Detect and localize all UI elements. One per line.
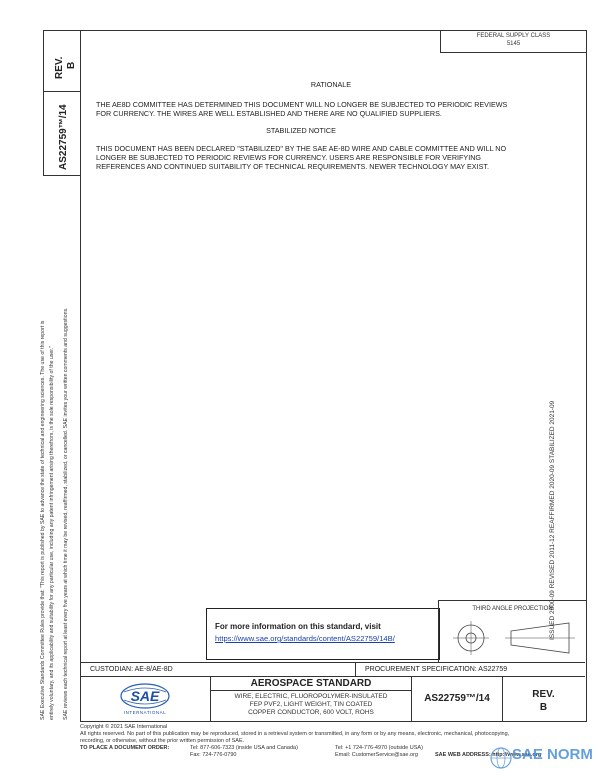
third-angle-projection [438, 600, 586, 663]
sae-logo-subtext: INTERNATIONAL [123, 710, 167, 715]
standard-link[interactable]: https://www.sae.org/standards/content/AS22759/14B/ [215, 634, 395, 643]
document-history: ISSUED 2000-09 REVISED 2011-12 REAFFIRMED 2020-09 STABILIZED 2021-09 [549, 400, 556, 640]
rev-cell [502, 677, 585, 721]
tel-us: Tel: 877-606-7323 (inside USA and Canada) [190, 745, 298, 751]
custodian-row [80, 662, 585, 677]
info-box [206, 608, 440, 660]
logo-cell [80, 677, 211, 721]
standard-title: AEROSPACE STANDARD [211, 677, 411, 691]
custodian-divider [355, 663, 356, 677]
doc-number-box-left [43, 90, 81, 176]
rev-box-left [43, 30, 81, 92]
stabilized-heading: STABILIZED NOTICE [266, 126, 336, 135]
fed-supply-line1: FEDERAL SUPPLY CLASS [476, 33, 551, 39]
projection-symbol-icon [449, 617, 579, 659]
federal-supply-class [440, 30, 586, 53]
sae-logo [120, 683, 170, 709]
rationale-heading: RATIONALE [310, 80, 352, 89]
title-desc-line3: COPPER CONDUCTOR, 600 VOLT, ROHS [248, 709, 374, 716]
projection-label: THIRD ANGLE PROJECTION [472, 606, 553, 612]
fed-supply-line2: 5145 [506, 41, 521, 47]
rights-line1: All rights reserved. No part of this publication may be reproduced, stored in a retrieval system or transmitted, in any form or by any means, electronic, mechanical, photocopying, [80, 731, 510, 737]
watermark-globe-icon [488, 746, 514, 770]
copyright: Copyright © 2021 SAE International [80, 724, 168, 730]
title-desc-line1: WIRE, ELECTRIC, FLUOROPOLYMER-INSULATED [234, 693, 388, 700]
fax: Fax: 724-776-0790 [190, 752, 237, 758]
title-cell [211, 677, 411, 721]
tel-intl: Tel: +1 724-776-4970 (outside USA) [335, 745, 423, 751]
side-legal-line1: SAE Executive Standards Committee Rules provide that: "This report is published by SAE to advance the state of technical and engineering sciences. The use of this report is [40, 320, 46, 720]
email: Email: CustomerService@sae.org [335, 752, 418, 758]
procurement-spec: PROCUREMENT SPECIFICATION: AS22759 [365, 666, 508, 673]
rev-value-left: B [66, 61, 77, 69]
rev-value-bottom: B [539, 702, 548, 713]
info-box-text: For more information on this standard, visit [215, 622, 381, 631]
rights-line2: recording, or otherwise, without the prior written permission of SAE. [80, 738, 245, 744]
web-address: SAE WEB ADDRESS: http://www.sae.org [435, 752, 542, 758]
title-block [80, 676, 585, 721]
side-legal-line2: entirely voluntary, and its applicability and suitability for any particular use, including any patent infringement arising therefrom, is the sole responsibility of the user." [49, 346, 55, 720]
order-label: TO PLACE A DOCUMENT ORDER: [80, 745, 170, 751]
stabilized-text: THIS DOCUMENT HAS BEEN DECLARED "STABILIZED" BY THE SAE AE-8D WIRE AND CABLE COMMITTEE AND WILL NO LONGER BE SUBJECTED TO PERIODIC REVIEWS FOR CURRENCY. USERS ARE RESPONSIBLE FOR VERIFYING REFERENCES AND CONTINUED SUITABILITY OF TECHNICAL REQUIREMENTS. NEWER TECHNOLOGY MAY EXIST. [96, 144, 507, 171]
doc-number-cell [411, 677, 503, 721]
sae-norm-watermark [488, 744, 598, 774]
rationale-text: THE AE8D COMMITTEE HAS DETERMINED THIS DOCUMENT WILL NO LONGER BE SUBJECTED TO PERIODIC REVIEWS FOR CURRENCY. THE WIRES ARE WELL ESTABLISHED AND THERE ARE NO QUALIFIED SUPPLIERS. [96, 100, 508, 118]
doc-number-left: AS22759™/14 [58, 104, 69, 170]
custodian: CUSTODIAN: AE-8/AE-8D [90, 666, 173, 673]
sae-logo-text: SAE [130, 688, 160, 704]
side-legal-line3: SAE reviews each technical report at least every five years at which time it may be revised, reaffirmed, stabilized, or cancelled. SAE invites your written comments and suggestions. [63, 307, 69, 720]
title-desc-line2: FEP PVF2, LIGHT WEIGHT, TIN COATED [249, 701, 373, 708]
rev-label-bottom: REV. [532, 689, 555, 700]
watermark-text: SAE NORM [512, 746, 593, 763]
doc-number-bottom: AS22759™/14 [424, 693, 490, 704]
rev-label-left: REV. [54, 56, 65, 79]
